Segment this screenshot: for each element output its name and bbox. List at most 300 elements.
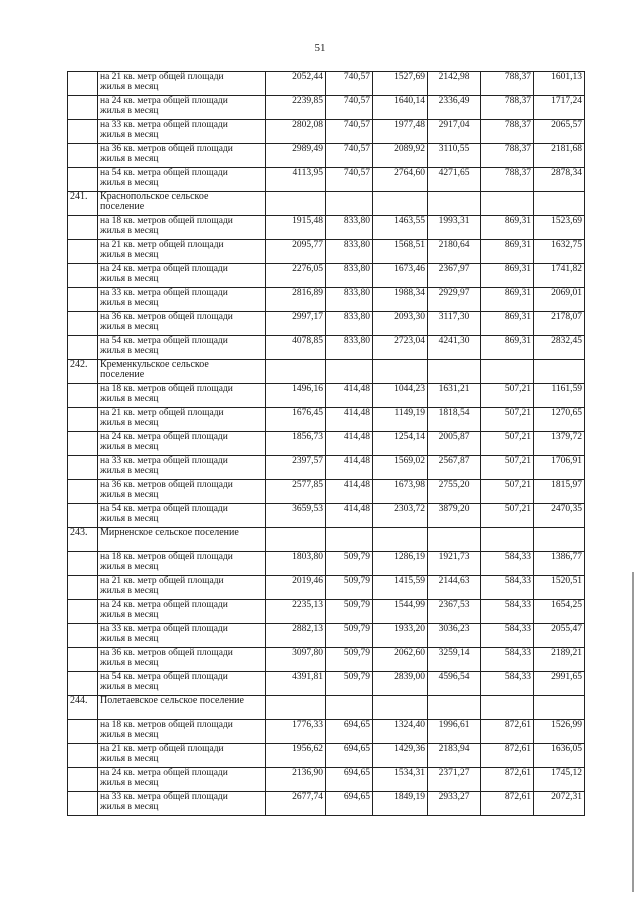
value-cell: 507,21 (481, 432, 534, 456)
value-cell: 1526,99 (534, 720, 585, 744)
row-index: 243. (68, 528, 98, 552)
description-line-1: на 21 кв. метр общей площади (100, 240, 224, 250)
description-line-2: жилья в месяц (100, 586, 159, 596)
description-line-1: на 54 кв. метра общей площади (100, 504, 228, 514)
value-cell: 2755,20 (428, 480, 481, 504)
value-cell: 1933,20 (373, 624, 428, 648)
description-line-1: на 24 кв. метра общей площади (100, 768, 228, 778)
value-cell: 2336,49 (428, 96, 481, 120)
value-cell: 1741,82 (534, 264, 585, 288)
description-line-2: жилья в месяц (100, 514, 159, 524)
value-cell: 4391,81 (266, 672, 326, 696)
row-index (68, 720, 98, 744)
value-cell: 2723,04 (373, 336, 428, 360)
table-row (68, 168, 585, 192)
value-cell: 2832,45 (534, 336, 585, 360)
value-cell: 2142,98 (428, 72, 481, 96)
value-cell: 1527,69 (373, 72, 428, 96)
table-row (68, 336, 585, 360)
value-cell: 2065,57 (534, 120, 585, 144)
settlement-header-row (68, 528, 585, 552)
row-description (98, 72, 266, 96)
value-cell: 869,31 (481, 312, 534, 336)
value-cell: 1429,36 (373, 744, 428, 768)
value-cell: 1640,14 (373, 96, 428, 120)
description-line-2: жилья в месяц (100, 130, 159, 140)
table-row (68, 120, 585, 144)
table-row (68, 384, 585, 408)
value-cell: 1534,31 (373, 768, 428, 792)
row-index (68, 96, 98, 120)
row-description (98, 216, 266, 240)
value-cell: 507,21 (481, 384, 534, 408)
value-cell: 1632,75 (534, 240, 585, 264)
value-cell: 1673,46 (373, 264, 428, 288)
value-cell: 740,57 (326, 120, 373, 144)
row-index (68, 768, 98, 792)
description-line-2: жилья в месяц (100, 418, 159, 428)
value-cell: 740,57 (326, 168, 373, 192)
value-cell: 869,31 (481, 336, 534, 360)
row-index (68, 312, 98, 336)
value-cell: 833,80 (326, 240, 373, 264)
value-cell: 694,65 (326, 720, 373, 744)
value-cell: 1676,45 (266, 408, 326, 432)
value-cell: 869,31 (481, 264, 534, 288)
value-cell: 694,65 (326, 768, 373, 792)
value-cell (373, 192, 428, 216)
value-cell: 1956,62 (266, 744, 326, 768)
value-cell (481, 360, 534, 384)
description-line-2: жилья в месяц (100, 154, 159, 164)
row-description (98, 672, 266, 696)
value-cell: 1254,14 (373, 432, 428, 456)
description-line-2: жилья в месяц (100, 562, 159, 572)
table-row (68, 672, 585, 696)
value-cell: 2144,63 (428, 576, 481, 600)
description-line-1: на 33 кв. метра общей площади (100, 624, 228, 634)
value-cell: 872,61 (481, 768, 534, 792)
row-description (98, 408, 266, 432)
value-cell: 788,37 (481, 144, 534, 168)
row-index: 244. (68, 696, 98, 720)
value-cell: 2929,97 (428, 288, 481, 312)
value-cell: 1993,31 (428, 216, 481, 240)
value-cell: 1544,99 (373, 600, 428, 624)
description-line-1: на 18 кв. метров общей площади (100, 552, 233, 562)
table-row (68, 552, 585, 576)
value-cell: 2371,27 (428, 768, 481, 792)
description-line-1: на 54 кв. метра общей площади (100, 168, 228, 178)
value-cell: 584,33 (481, 552, 534, 576)
value-cell: 788,37 (481, 120, 534, 144)
table-row (68, 720, 585, 744)
row-description (98, 240, 266, 264)
value-cell: 2933,27 (428, 792, 481, 816)
description-line-1: на 36 кв. метров общей площади (100, 144, 233, 154)
table-row (68, 768, 585, 792)
row-description (98, 312, 266, 336)
description-line-2: жилья в месяц (100, 442, 159, 452)
value-cell: 1673,98 (373, 480, 428, 504)
value-cell: 1776,33 (266, 720, 326, 744)
value-cell (534, 192, 585, 216)
description-line-1: на 21 кв. метр общей площади (100, 744, 224, 754)
value-cell: 2917,04 (428, 120, 481, 144)
description-line-1: на 18 кв. метров общей площади (100, 384, 233, 394)
settlement-header-row (68, 192, 585, 216)
value-cell: 3117,30 (428, 312, 481, 336)
row-description (98, 552, 266, 576)
row-description (98, 504, 266, 528)
tariff-table (67, 71, 585, 816)
row-description (98, 336, 266, 360)
value-cell: 4078,85 (266, 336, 326, 360)
description-line-1: на 21 кв. метр общей площади (100, 408, 224, 418)
value-cell: 2577,85 (266, 480, 326, 504)
row-index (68, 480, 98, 504)
value-cell: 2069,01 (534, 288, 585, 312)
description-line-1: на 24 кв. метра общей площади (100, 600, 228, 610)
value-cell (428, 696, 481, 720)
row-description (98, 768, 266, 792)
value-cell: 1745,12 (534, 768, 585, 792)
row-index (68, 552, 98, 576)
table-row (68, 792, 585, 816)
value-cell: 507,21 (481, 504, 534, 528)
row-index (68, 576, 98, 600)
value-cell (266, 696, 326, 720)
row-description (98, 624, 266, 648)
description-line-2: поселение (100, 369, 145, 380)
row-description (98, 744, 266, 768)
row-index (68, 120, 98, 144)
description-line-2: поселение (100, 201, 145, 212)
value-cell: 1386,77 (534, 552, 585, 576)
description-line-2: жилья в месяц (100, 106, 159, 116)
row-description (98, 432, 266, 456)
row-description (98, 384, 266, 408)
value-cell: 872,61 (481, 720, 534, 744)
value-cell: 1270,65 (534, 408, 585, 432)
row-index (68, 600, 98, 624)
value-cell: 2055,47 (534, 624, 585, 648)
value-cell: 1415,59 (373, 576, 428, 600)
value-cell: 1286,19 (373, 552, 428, 576)
value-cell: 869,31 (481, 216, 534, 240)
description-line-2: жилья в месяц (100, 778, 159, 788)
value-cell: 1636,05 (534, 744, 585, 768)
value-cell: 1520,51 (534, 576, 585, 600)
value-cell: 2303,72 (373, 504, 428, 528)
row-description (98, 480, 266, 504)
description-line-1: на 18 кв. метров общей площади (100, 216, 233, 226)
row-description (98, 120, 266, 144)
description-line-1: на 36 кв. метров общей площади (100, 312, 233, 322)
value-cell: 414,48 (326, 480, 373, 504)
description-line-1: Кременкульское сельское (100, 359, 209, 370)
value-cell: 1818,54 (428, 408, 481, 432)
row-description (98, 720, 266, 744)
value-cell: 2183,94 (428, 744, 481, 768)
value-cell: 2095,77 (266, 240, 326, 264)
table-row (68, 288, 585, 312)
table-row (68, 216, 585, 240)
row-description (98, 96, 266, 120)
value-cell (534, 360, 585, 384)
description-line-2: жилья в месяц (100, 178, 159, 188)
table-row (68, 600, 585, 624)
row-description (98, 648, 266, 672)
row-description (98, 600, 266, 624)
value-cell: 872,61 (481, 792, 534, 816)
value-cell: 2839,00 (373, 672, 428, 696)
value-cell: 2878,34 (534, 168, 585, 192)
value-cell: 1849,19 (373, 792, 428, 816)
value-cell: 4596,54 (428, 672, 481, 696)
value-cell: 509,79 (326, 624, 373, 648)
description-line-1: на 36 кв. метров общей площади (100, 480, 233, 490)
value-cell: 1601,13 (534, 72, 585, 96)
value-cell: 3097,80 (266, 648, 326, 672)
value-cell: 2816,89 (266, 288, 326, 312)
value-cell: 584,33 (481, 648, 534, 672)
value-cell: 1988,34 (373, 288, 428, 312)
value-cell: 1631,21 (428, 384, 481, 408)
value-cell: 2005,87 (428, 432, 481, 456)
row-index: 241. (68, 192, 98, 216)
table-row (68, 480, 585, 504)
row-index (68, 672, 98, 696)
table-row (68, 648, 585, 672)
value-cell: 2235,13 (266, 600, 326, 624)
value-cell: 2089,92 (373, 144, 428, 168)
description-line-2: жилья в месяц (100, 346, 159, 356)
value-cell: 2276,05 (266, 264, 326, 288)
table-row (68, 504, 585, 528)
value-cell: 507,21 (481, 456, 534, 480)
value-cell: 2052,44 (266, 72, 326, 96)
description-line-1: на 18 кв. метров общей площади (100, 720, 233, 730)
value-cell: 740,57 (326, 144, 373, 168)
value-cell: 2019,46 (266, 576, 326, 600)
value-cell: 4113,95 (266, 168, 326, 192)
value-cell (428, 360, 481, 384)
row-index (68, 336, 98, 360)
value-cell (266, 360, 326, 384)
settlement-name (98, 360, 266, 384)
description-line-2: жилья в месяц (100, 394, 159, 404)
description-line-2: жилья в месяц (100, 274, 159, 284)
page-number: 51 (314, 42, 326, 54)
value-cell: 3879,20 (428, 504, 481, 528)
value-cell: 584,33 (481, 576, 534, 600)
row-index (68, 648, 98, 672)
value-cell: 2882,13 (266, 624, 326, 648)
row-index (68, 216, 98, 240)
value-cell (326, 696, 373, 720)
value-cell: 414,48 (326, 456, 373, 480)
table-row (68, 144, 585, 168)
description-line-1: на 33 кв. метра общей площади (100, 120, 228, 130)
value-cell: 740,57 (326, 72, 373, 96)
value-cell: 1977,48 (373, 120, 428, 144)
description-line-2: жилья в месяц (100, 226, 159, 236)
settlement-header-row (68, 360, 585, 384)
value-cell: 1463,55 (373, 216, 428, 240)
value-cell: 1856,73 (266, 432, 326, 456)
value-cell: 2367,97 (428, 264, 481, 288)
row-description (98, 144, 266, 168)
value-cell (428, 528, 481, 552)
row-description (98, 168, 266, 192)
description-line-2: жилья в месяц (100, 730, 159, 740)
value-cell (534, 528, 585, 552)
description-line-1: на 24 кв. метра общей площади (100, 96, 228, 106)
table-row (68, 624, 585, 648)
description-line-1: на 36 кв. метров общей площади (100, 648, 233, 658)
row-description (98, 456, 266, 480)
value-cell: 1815,97 (534, 480, 585, 504)
value-cell: 1379,72 (534, 432, 585, 456)
value-cell: 414,48 (326, 504, 373, 528)
row-description (98, 792, 266, 816)
value-cell: 584,33 (481, 600, 534, 624)
row-index (68, 408, 98, 432)
row-description (98, 264, 266, 288)
value-cell: 740,57 (326, 96, 373, 120)
description-line-2: жилья в месяц (100, 82, 159, 92)
scan-edge-line (632, 572, 634, 892)
value-cell: 1915,48 (266, 216, 326, 240)
value-cell: 2764,60 (373, 168, 428, 192)
value-cell: 2677,74 (266, 792, 326, 816)
description-line-1: на 54 кв. метра общей площади (100, 672, 228, 682)
value-cell: 833,80 (326, 336, 373, 360)
value-cell: 788,37 (481, 96, 534, 120)
value-cell (373, 360, 428, 384)
value-cell: 2989,49 (266, 144, 326, 168)
value-cell (326, 192, 373, 216)
value-cell: 694,65 (326, 744, 373, 768)
description-line-1: на 21 кв. метр общей площади (100, 72, 224, 82)
table-row (68, 744, 585, 768)
value-cell (481, 696, 534, 720)
value-cell: 3259,14 (428, 648, 481, 672)
settlement-name (98, 192, 266, 216)
value-cell: 509,79 (326, 576, 373, 600)
value-cell (373, 696, 428, 720)
description-line-2: жилья в месяц (100, 298, 159, 308)
description-line-1: на 24 кв. метра общей площади (100, 432, 228, 442)
table-row (68, 96, 585, 120)
description-line-1: Краснопольское сельское (100, 191, 209, 202)
value-cell: 3110,55 (428, 144, 481, 168)
value-cell: 1523,69 (534, 216, 585, 240)
row-description (98, 576, 266, 600)
value-cell: 833,80 (326, 264, 373, 288)
value-cell: 2093,30 (373, 312, 428, 336)
table-row (68, 432, 585, 456)
row-index (68, 288, 98, 312)
value-cell: 509,79 (326, 552, 373, 576)
value-cell: 507,21 (481, 408, 534, 432)
value-cell: 584,33 (481, 624, 534, 648)
value-cell (326, 528, 373, 552)
description-line-2: жилья в месяц (100, 754, 159, 764)
value-cell: 2189,21 (534, 648, 585, 672)
description-line-1: на 33 кв. метра общей площади (100, 792, 228, 802)
value-cell: 1149,19 (373, 408, 428, 432)
value-cell (266, 192, 326, 216)
row-index (68, 456, 98, 480)
value-cell: 2136,90 (266, 768, 326, 792)
table-row (68, 456, 585, 480)
value-cell: 2567,87 (428, 456, 481, 480)
description-line-1: на 33 кв. метра общей площади (100, 456, 228, 466)
description-line-1: на 21 кв. метр общей площади (100, 576, 224, 586)
value-cell: 2397,57 (266, 456, 326, 480)
value-cell (481, 528, 534, 552)
description-line-1: на 33 кв. метра общей площади (100, 288, 228, 298)
value-cell: 1996,61 (428, 720, 481, 744)
settlement-name (98, 696, 266, 720)
value-cell: 584,33 (481, 672, 534, 696)
value-cell: 2991,65 (534, 672, 585, 696)
description-line-2: жилья в месяц (100, 634, 159, 644)
value-cell: 833,80 (326, 312, 373, 336)
value-cell: 509,79 (326, 648, 373, 672)
row-index (68, 144, 98, 168)
value-cell: 694,65 (326, 792, 373, 816)
description-line-2: жилья в месяц (100, 682, 159, 692)
value-cell (266, 528, 326, 552)
row-index (68, 168, 98, 192)
value-cell: 414,48 (326, 408, 373, 432)
row-index (68, 72, 98, 96)
value-cell: 869,31 (481, 240, 534, 264)
table-row (68, 576, 585, 600)
description-line-1: на 24 кв. метра общей площади (100, 264, 228, 274)
value-cell (326, 360, 373, 384)
value-cell (534, 696, 585, 720)
value-cell: 3036,23 (428, 624, 481, 648)
value-cell (428, 192, 481, 216)
value-cell: 1044,23 (373, 384, 428, 408)
row-index (68, 504, 98, 528)
value-cell: 1654,25 (534, 600, 585, 624)
row-index: 242. (68, 360, 98, 384)
row-description (98, 288, 266, 312)
row-index (68, 744, 98, 768)
value-cell: 2239,85 (266, 96, 326, 120)
row-index (68, 384, 98, 408)
value-cell: 2367,53 (428, 600, 481, 624)
settlement-header-row (68, 696, 585, 720)
value-cell: 414,48 (326, 432, 373, 456)
table-row (68, 72, 585, 96)
value-cell: 788,37 (481, 168, 534, 192)
description-line-2: жилья в месяц (100, 610, 159, 620)
value-cell: 1568,51 (373, 240, 428, 264)
description-line-1: Мирненское сельское поселение (100, 527, 239, 538)
description-line-1: Полетаевское сельское поселение (100, 695, 244, 706)
settlement-name (98, 528, 266, 552)
value-cell: 1324,40 (373, 720, 428, 744)
row-index (68, 792, 98, 816)
value-cell: 2997,17 (266, 312, 326, 336)
value-cell: 1496,16 (266, 384, 326, 408)
